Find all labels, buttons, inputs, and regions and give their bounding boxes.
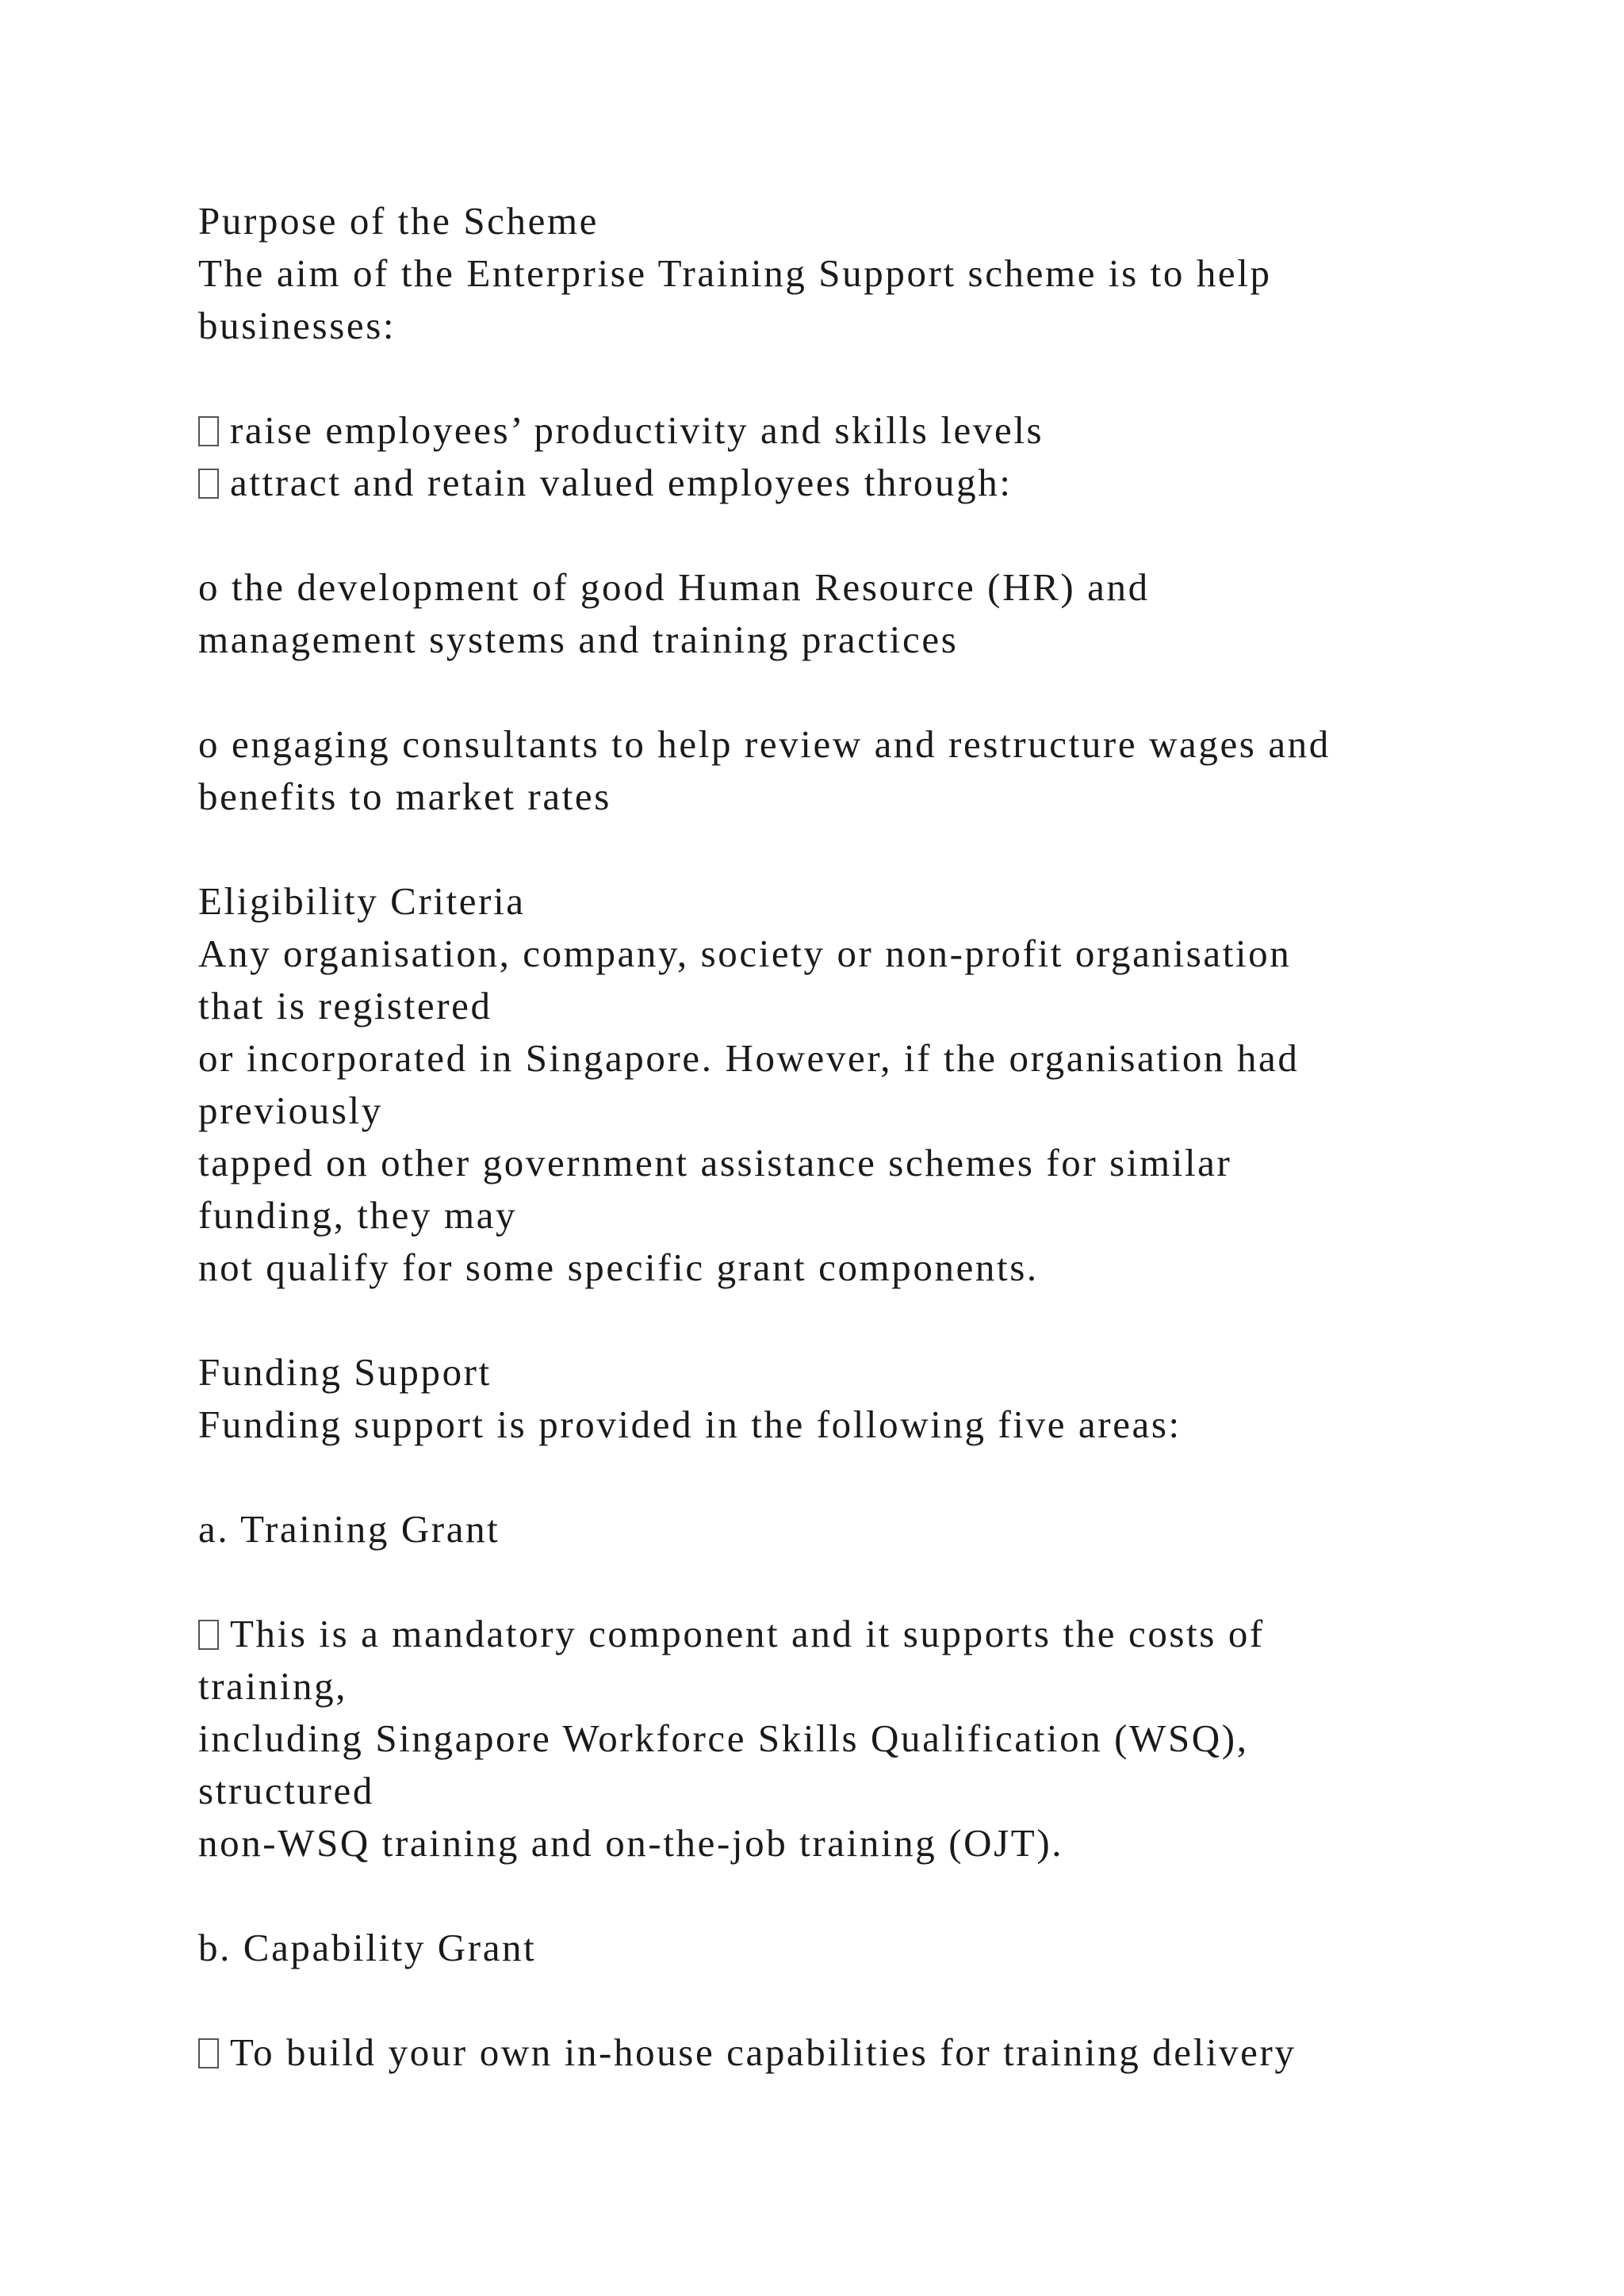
sub-item-line: benefits to market rates xyxy=(198,775,611,818)
bullet-item xyxy=(198,404,1546,457)
section-heading-funding: Funding Support xyxy=(198,1350,492,1394)
paragraph-line: The aim of the Enterprise Training Support scheme is to help xyxy=(198,251,1272,295)
paragraph-line: or incorporated in Singapore. However, if the organisation had xyxy=(198,1036,1300,1080)
spacer xyxy=(198,1451,1546,1503)
paragraph-line: non-WSQ training and on-the-job training (OJT). xyxy=(198,1821,1064,1865)
paragraph-line: training, xyxy=(198,1664,348,1708)
spacer xyxy=(198,352,1546,404)
sub-item-line: o the development of good Human Resource (HR) and xyxy=(198,565,1150,609)
subsection-heading-capability-grant: b. Capability Grant xyxy=(198,1926,537,1969)
paragraph-line: Any organisation, company, society or non-profit organisation xyxy=(198,932,1292,975)
missing-glyph-bullet-icon xyxy=(198,2038,219,2068)
paragraph-line: previously xyxy=(198,1089,383,1132)
paragraph-line: businesses: xyxy=(198,304,396,347)
section-heading-eligibility: Eligibility Criteria xyxy=(198,879,526,923)
missing-glyph-bullet-icon xyxy=(198,416,219,446)
sub-item-line: management systems and training practices xyxy=(198,618,959,661)
bullet-text: attract and retain valued employees through: xyxy=(230,461,1013,504)
paragraph-line: funding, they may xyxy=(198,1193,518,1237)
spacer xyxy=(198,1974,1546,2026)
paragraph-line: Funding support is provided in the following five areas: xyxy=(198,1402,1182,1446)
spacer xyxy=(198,1556,1546,1608)
spacer xyxy=(198,1294,1546,1346)
spacer xyxy=(198,666,1546,718)
spacer xyxy=(198,823,1546,875)
paragraph-line: tapped on other government assistance schemes for similar xyxy=(198,1141,1232,1184)
bullet-item xyxy=(198,2026,1546,2079)
bullet-item xyxy=(198,457,1546,509)
paragraph-line: not qualify for some specific grant components. xyxy=(198,1246,1039,1289)
bullet-text: To build your own in-house capabilities for training delivery xyxy=(230,2030,1297,2074)
missing-glyph-bullet-icon xyxy=(198,469,219,499)
paragraph-line: including Singapore Workforce Skills Qualification (WSQ), xyxy=(198,1716,1249,1760)
bullet-text: raise employees’ productivity and skills levels xyxy=(230,408,1044,452)
sub-item-line: o engaging consultants to help review and restructure wages and xyxy=(198,722,1331,766)
paragraph-line: that is registered xyxy=(198,984,492,1027)
paragraph-line: structured xyxy=(198,1769,374,1812)
spacer xyxy=(198,1869,1546,1922)
bullet-text: This is a mandatory component and it supports the costs of xyxy=(230,1612,1265,1655)
missing-glyph-bullet-icon xyxy=(198,1620,219,1650)
subsection-heading-training-grant: a. Training Grant xyxy=(198,1507,500,1551)
document-body xyxy=(198,195,1546,2079)
spacer xyxy=(198,509,1546,561)
bullet-item xyxy=(198,1608,1546,1660)
section-heading-purpose: Purpose of the Scheme xyxy=(198,199,599,243)
